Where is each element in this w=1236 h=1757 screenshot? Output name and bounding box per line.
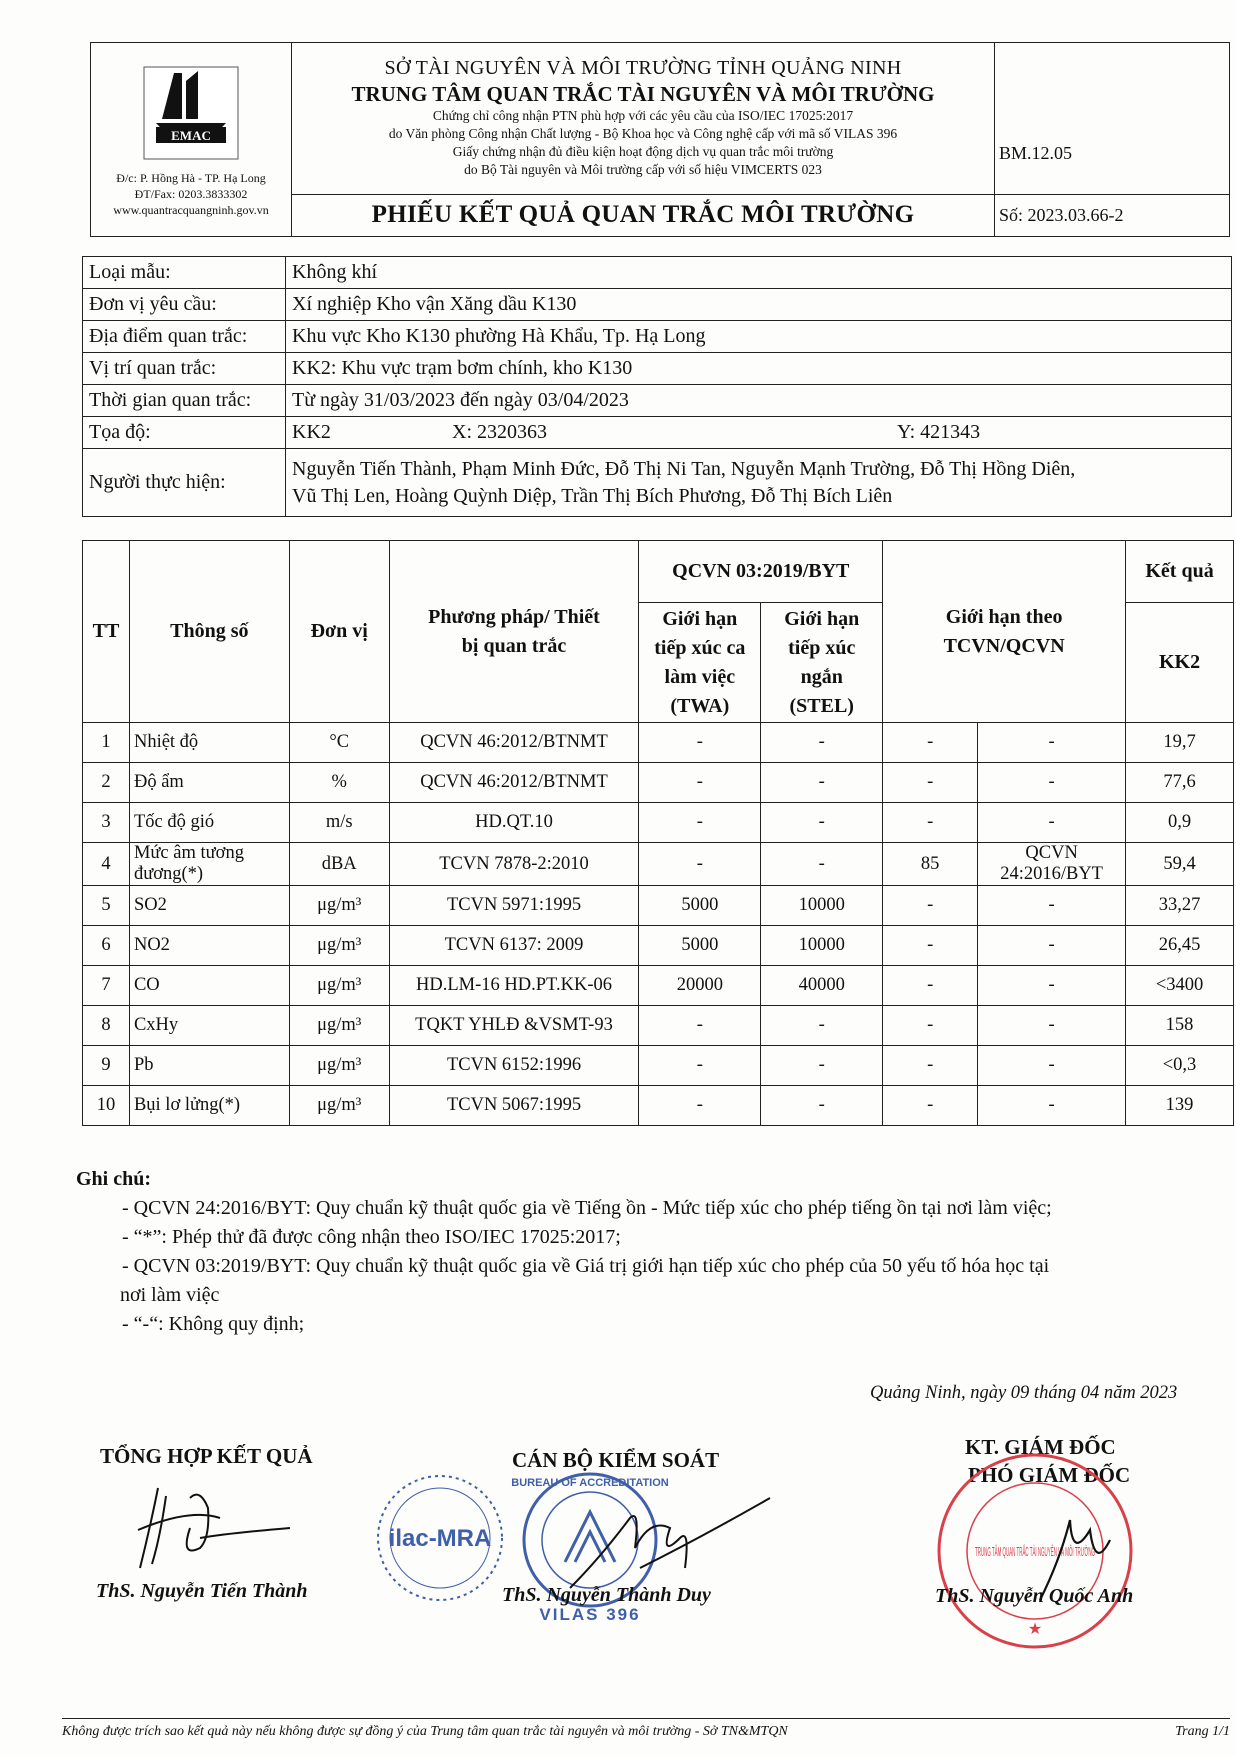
svg-text:VILAS 396: VILAS 396 bbox=[539, 1605, 641, 1622]
row-param: Bụi lơ lửng(*) bbox=[129, 1086, 289, 1126]
row-limit-standard: - bbox=[978, 1006, 1126, 1046]
table-row bbox=[83, 1086, 1234, 1126]
row-result: 19,7 bbox=[1126, 723, 1234, 763]
row-unit: % bbox=[289, 763, 389, 803]
requester-label: Đơn vị yêu cầu: bbox=[83, 289, 286, 321]
table-row bbox=[83, 723, 1234, 763]
org-info-cell bbox=[292, 43, 995, 195]
note-4: - “-“: Không quy định; bbox=[122, 1313, 305, 1335]
sample-info-table bbox=[82, 256, 1232, 517]
row-twa: 5000 bbox=[639, 886, 761, 926]
table-row bbox=[83, 1046, 1234, 1086]
row-tt: 2 bbox=[83, 763, 130, 803]
row-param: Pb bbox=[129, 1046, 289, 1086]
row-param: Độ ẩm bbox=[129, 763, 289, 803]
org-address: Đ/c: P. Hồng Hà - TP. Hạ Long bbox=[116, 171, 266, 185]
svg-text:ilac-MRA: ilac-MRA bbox=[388, 1525, 492, 1552]
row-param: CO bbox=[129, 966, 289, 1006]
row-result: 33,27 bbox=[1126, 886, 1234, 926]
row-result: <0,3 bbox=[1126, 1046, 1234, 1086]
org-parent: SỞ TÀI NGUYÊN VÀ MÔI TRƯỜNG TỈNH QUẢNG NINH bbox=[384, 57, 902, 80]
position-label: Vị trí quan trắc: bbox=[83, 353, 286, 385]
info-row bbox=[83, 417, 1232, 449]
row-unit: m/s bbox=[289, 803, 389, 843]
info-row bbox=[83, 449, 1232, 517]
row-result: 0,9 bbox=[1126, 803, 1234, 843]
staff-line-2: Vũ Thị Len, Hoàng Quỳnh Diệp, Trần Thị Bích Phương, Đỗ Thị Bích Liên bbox=[292, 484, 893, 507]
row-result: 59,4 bbox=[1126, 843, 1234, 886]
row-tt: 5 bbox=[83, 886, 130, 926]
header-kk2: KK2 bbox=[1126, 603, 1234, 723]
row-limit: - bbox=[883, 723, 978, 763]
row-twa: - bbox=[639, 803, 761, 843]
footer-divider bbox=[62, 1718, 1230, 1719]
row-param: Nhiệt độ bbox=[129, 723, 289, 763]
row-twa: - bbox=[639, 723, 761, 763]
info-row bbox=[83, 321, 1232, 353]
row-param: SO2 bbox=[129, 886, 289, 926]
row-tt: 4 bbox=[83, 843, 130, 886]
svg-text:BUREAU OF ACCREDITATION: BUREAU OF ACCREDITATION bbox=[511, 1477, 669, 1489]
table-row bbox=[83, 1006, 1234, 1046]
row-stel: - bbox=[761, 1006, 883, 1046]
row-twa: - bbox=[639, 1046, 761, 1086]
row-tt: 3 bbox=[83, 803, 130, 843]
row-method: TCVN 7878-2:2010 bbox=[389, 843, 639, 886]
row-limit: 85 bbox=[883, 843, 978, 886]
location-label: Địa điểm quan trắc: bbox=[83, 321, 286, 353]
sig1-title: TỔNG HỢP KẾT QUẢ bbox=[100, 1444, 313, 1468]
row-stel: 10000 bbox=[761, 886, 883, 926]
row-limit-standard: - bbox=[978, 763, 1126, 803]
ilac-mra-stamp bbox=[360, 1468, 520, 1608]
logo-cell bbox=[91, 43, 292, 237]
row-limit: - bbox=[883, 1006, 978, 1046]
row-stel: - bbox=[761, 1046, 883, 1086]
row-param: Mức âm tương đương(*) bbox=[129, 843, 289, 886]
staff-line-1: Nguyễn Tiến Thành, Phạm Minh Đức, Đỗ Thị Ni Tan, Nguyễn Mạnh Trường, Đỗ Thị Hồng Diên, bbox=[292, 457, 1076, 480]
row-limit-standard: - bbox=[978, 1086, 1126, 1126]
cert-line-1: Chứng chỉ công nhận PTN phù hợp với các yêu cầu của ISO/IEC 17025:2017 bbox=[432, 108, 854, 124]
coord-y: Y: 421343 bbox=[897, 421, 981, 443]
footer bbox=[62, 1724, 1230, 1740]
emac-logo bbox=[136, 61, 246, 166]
sig1-name: ThS. Nguyễn Tiến Thành bbox=[96, 1580, 308, 1602]
footer-disclaimer: Không được trích sao kết quả này nếu không được sự đồng ý của Trung tâm quan trắc tài nguyên và môi trường - Sở TN&MTQN bbox=[62, 1724, 788, 1739]
row-unit: μg/m³ bbox=[289, 1086, 389, 1126]
org-phone: ĐT/Fax: 0203.3833302 bbox=[134, 187, 248, 201]
org-website: www.quantracquangninh.gov.vn bbox=[113, 203, 269, 217]
row-param: Tốc độ gió bbox=[129, 803, 289, 843]
header-tcvn: Giới hạn theo TCVN/QCVN bbox=[883, 541, 1126, 723]
row-result: <3400 bbox=[1126, 966, 1234, 1006]
position-value: KK2: Khu vực trạm bơm chính, kho K130 bbox=[286, 353, 1232, 385]
info-row bbox=[83, 289, 1232, 321]
header-result: Kết quả bbox=[1126, 541, 1234, 603]
sig3-title-2: PHÓ GIÁM ĐỐC bbox=[968, 1463, 1131, 1487]
row-method: TCVN 5971:1995 bbox=[389, 886, 639, 926]
page-number: Trang 1/1 bbox=[1175, 1724, 1230, 1739]
header-param: Thông số bbox=[129, 541, 289, 723]
row-unit: μg/m³ bbox=[289, 926, 389, 966]
doc-code: BM.12.05 bbox=[995, 43, 1230, 195]
cert-line-4: do Bộ Tài nguyên và Môi trường cấp với số hiệu VIMCERTS 023 bbox=[464, 162, 822, 178]
coord-value bbox=[286, 417, 1232, 449]
row-method: HD.QT.10 bbox=[389, 803, 639, 843]
row-tt: 1 bbox=[83, 723, 130, 763]
document-header bbox=[90, 42, 1230, 237]
row-tt: 7 bbox=[83, 966, 130, 1006]
row-limit: - bbox=[883, 803, 978, 843]
row-result: 158 bbox=[1126, 1006, 1234, 1046]
note-3-continued: nơi làm việc bbox=[120, 1284, 220, 1306]
header-tt: TT bbox=[83, 541, 130, 723]
coord-point: KK2 bbox=[292, 421, 331, 443]
row-twa: - bbox=[639, 1086, 761, 1126]
table-row bbox=[83, 926, 1234, 966]
row-twa: - bbox=[639, 843, 761, 886]
row-result: 26,45 bbox=[1126, 926, 1234, 966]
row-stel: - bbox=[761, 803, 883, 843]
info-row bbox=[83, 257, 1232, 289]
row-param: NO2 bbox=[129, 926, 289, 966]
row-limit-standard: QCVN 24:2016/BYT bbox=[978, 843, 1126, 886]
row-tt: 9 bbox=[83, 1046, 130, 1086]
header-method: Phương pháp/ Thiết bị quan trắc bbox=[389, 541, 639, 723]
signature-1 bbox=[130, 1468, 300, 1578]
row-stel: - bbox=[761, 763, 883, 803]
row-unit: dBA bbox=[289, 843, 389, 886]
row-method: HD.LM-16 HD.PT.KK-06 bbox=[389, 966, 639, 1006]
row-unit: μg/m³ bbox=[289, 886, 389, 926]
row-limit: - bbox=[883, 886, 978, 926]
row-unit: μg/m³ bbox=[289, 1046, 389, 1086]
sig3-title-1: KT. GIÁM ĐỐC bbox=[965, 1435, 1116, 1459]
header-twa: Giới hạn tiếp xúc ca làm việc (TWA) bbox=[639, 603, 761, 723]
row-tt: 8 bbox=[83, 1006, 130, 1046]
row-result: 77,6 bbox=[1126, 763, 1234, 803]
issue-date: Quảng Ninh, ngày 09 tháng 04 năm 2023 bbox=[870, 1383, 1178, 1403]
location-value: Khu vực Kho K130 phường Hà Khẩu, Tp. Hạ Long bbox=[286, 321, 1232, 353]
notes-title: Ghi chú: bbox=[76, 1168, 152, 1190]
cert-line-2: do Văn phòng Công nhận Chất lượng - Bộ Khoa học và Công nghệ cấp với mã số VILAS 396 bbox=[388, 126, 898, 142]
svg-text:TRUNG TÂM QUAN TRẮC TÀI NGUYÊN: TRUNG TÂM QUAN TRẮC TÀI NGUYÊN VÀ MÔI TRƯỜNG bbox=[975, 1544, 1095, 1559]
coord-x: X: 2320363 bbox=[452, 421, 547, 443]
svg-text:★: ★ bbox=[1027, 1621, 1043, 1638]
row-limit-standard: - bbox=[978, 723, 1126, 763]
row-param: CxHy bbox=[129, 1006, 289, 1046]
row-limit-standard: - bbox=[978, 886, 1126, 926]
row-unit: °C bbox=[289, 723, 389, 763]
row-limit-standard: - bbox=[978, 803, 1126, 843]
svg-text:EMAC: EMAC bbox=[171, 128, 211, 143]
row-limit-standard: - bbox=[978, 1046, 1126, 1086]
time-label: Thời gian quan trắc: bbox=[83, 385, 286, 417]
results-table bbox=[82, 540, 1234, 1126]
row-limit-standard: - bbox=[978, 926, 1126, 966]
row-stel: - bbox=[761, 843, 883, 886]
row-method: TCVN 6137: 2009 bbox=[389, 926, 639, 966]
row-twa: - bbox=[639, 763, 761, 803]
row-twa: 5000 bbox=[639, 926, 761, 966]
header-unit: Đơn vị bbox=[289, 541, 389, 723]
row-twa: 20000 bbox=[639, 966, 761, 1006]
row-tt: 6 bbox=[83, 926, 130, 966]
staff-value bbox=[286, 449, 1232, 517]
header-stel: Giới hạn tiếp xúc ngắn (STEL) bbox=[761, 603, 883, 723]
row-stel: - bbox=[761, 1086, 883, 1126]
table-row bbox=[83, 803, 1234, 843]
org-name: TRUNG TÂM QUAN TRẮC TÀI NGUYÊN VÀ MÔI TRƯỜNG bbox=[351, 82, 935, 107]
note-3: - QCVN 03:2019/BYT: Quy chuẩn kỹ thuật quốc gia về Giá trị giới hạn tiếp xúc cho phép của 50 yếu tố hóa học tại bbox=[122, 1255, 1050, 1277]
staff-label: Người thực hiện: bbox=[83, 449, 286, 517]
table-row bbox=[83, 966, 1234, 1006]
results-body bbox=[83, 723, 1234, 1126]
row-stel: - bbox=[761, 723, 883, 763]
row-limit: - bbox=[883, 1086, 978, 1126]
sig2-title: CÁN BỘ KIỂM SOÁT bbox=[512, 1448, 720, 1472]
row-method: QCVN 46:2012/BTNMT bbox=[389, 763, 639, 803]
info-row bbox=[83, 353, 1232, 385]
header-qcvn: QCVN 03:2019/BYT bbox=[639, 541, 883, 603]
sig2-name: ThS. Nguyễn Thành Duy bbox=[502, 1584, 711, 1606]
row-stel: 10000 bbox=[761, 926, 883, 966]
sample-type-value: Không khí bbox=[286, 257, 1232, 289]
row-stel: 40000 bbox=[761, 966, 883, 1006]
sig3-name: ThS. Nguyễn Quốc Anh bbox=[935, 1585, 1134, 1607]
requester-value: Xí nghiệp Kho vận Xăng dầu K130 bbox=[286, 289, 1232, 321]
row-unit: μg/m³ bbox=[289, 966, 389, 1006]
row-method: TCVN 5067:1995 bbox=[389, 1086, 639, 1126]
row-unit: μg/m³ bbox=[289, 1006, 389, 1046]
row-method: TQKT YHLĐ &VSMT-93 bbox=[389, 1006, 639, 1046]
row-twa: - bbox=[639, 1006, 761, 1046]
row-method: TCVN 6152:1996 bbox=[389, 1046, 639, 1086]
row-limit: - bbox=[883, 763, 978, 803]
note-2: - “*”: Phép thử đã được công nhận theo ISO/IEC 17025:2017; bbox=[122, 1226, 621, 1248]
doc-title: PHIẾU KẾT QUẢ QUAN TRẮC MÔI TRƯỜNG bbox=[292, 194, 995, 236]
row-limit: - bbox=[883, 1046, 978, 1086]
coord-label: Tọa độ: bbox=[83, 417, 286, 449]
cert-line-3: Giấy chứng nhận đủ điều kiện hoạt động dịch vụ quan trắc môi trường bbox=[452, 144, 834, 160]
row-result: 139 bbox=[1126, 1086, 1234, 1126]
notes-section bbox=[76, 1165, 1226, 1339]
row-tt: 10 bbox=[83, 1086, 130, 1126]
info-row bbox=[83, 385, 1232, 417]
row-limit: - bbox=[883, 926, 978, 966]
note-1: - QCVN 24:2016/BYT: Quy chuẩn kỹ thuật quốc gia về Tiếng ồn - Mức tiếp xúc cho phép tiếng ồn tại nơi làm việc; bbox=[122, 1197, 1052, 1219]
table-row bbox=[83, 886, 1234, 926]
row-limit: - bbox=[883, 966, 978, 1006]
row-limit-standard: - bbox=[978, 966, 1126, 1006]
row-method: QCVN 46:2012/BTNMT bbox=[389, 723, 639, 763]
time-value: Từ ngày 31/03/2023 đến ngày 03/04/2023 bbox=[286, 385, 1232, 417]
table-row bbox=[83, 763, 1234, 803]
sample-type-label: Loại mẫu: bbox=[83, 257, 286, 289]
table-row bbox=[83, 843, 1234, 886]
doc-number: Số: 2023.03.66-2 bbox=[995, 194, 1230, 236]
